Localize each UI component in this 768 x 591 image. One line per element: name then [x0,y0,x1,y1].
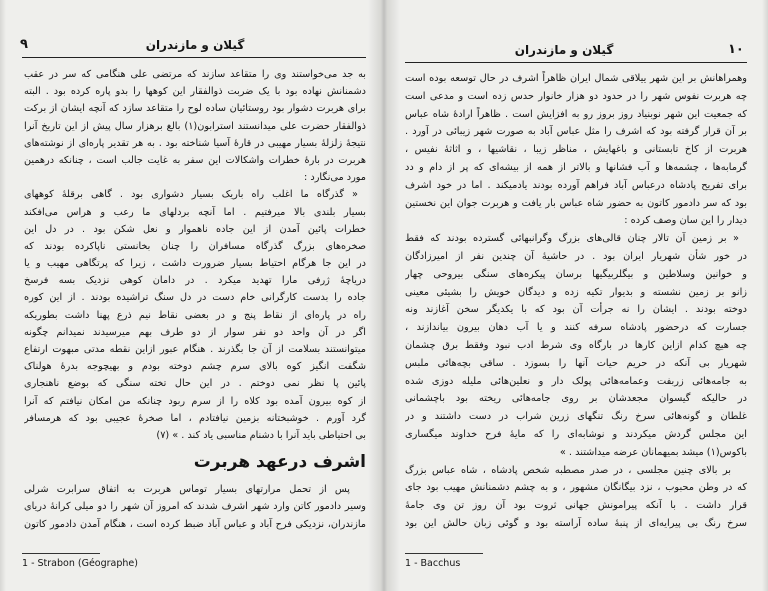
text-line: هربرت در بارهٔ خطرات واشکالات این سفر به غایت جالب است ، چنانکه درهمین [24,154,366,166]
text-line: بی احتیاطی باید آنرا با دشنام مناسبی یاد کند . » (۷) [156,429,366,441]
page-number: ۹ [20,37,28,52]
text-line: گرمابه‌ها ، چشمه‌ها و آب فشانها و بالاتر از همه از بیشه‌ای که پر از دام و دد [405,161,747,173]
text-line: شهریار بی آنکه در حریم حیات آنها را بسوزد . ساقی بچه‌هائی ملبس [405,357,747,369]
text-line: که در وطن محبوب ، نزد بیگانگان مشهور ، و به چشم دشمنانش مهیب بود جای [405,482,747,494]
text-line: چه هیچ کدام ازاین کارها در بارگاه وی شرط ادب نبود وفقط برق چشمان [405,339,747,351]
text-line: قرار داشت . با آنکه پیرامونش جهانی ثروت بود آن روز تن وی جامهٔ [405,500,747,512]
paragraph [405,462,747,533]
footnote-rule [22,553,100,554]
text-line: اگر در آن واحد دو نفر سوار از دو طرف بهم میرسیدند نمیدانم چگونه [24,326,366,338]
text-line: شگفت انگیز کوه بالای سرم چشم دوخته بودم و بهیچوجه بدرهٔ هولناک [24,361,366,373]
text-line: خطرات پائین آمدن از این جاده ناهموار و نعل شکن بود . در دل این [24,223,366,235]
text-line: باکوس(۱) میشد بمیهمانان عرضه میداشتند . » [559,446,747,458]
text-line: زانو بر زمین نشسته و بدیوار تکیه زده و دیدگان خویش را بشیئی معینی [405,286,747,298]
text-line: پس از تحمل مرارتهای بسیار توماس هربرت به اتفاق سرابرت شرلی [24,484,350,496]
text-line: چه هربرت نفوس شهر را در حدود دو هزار خانوار حدس زده است و مدعی است [405,90,747,102]
text-line: هربرت از کاخ تابستانی و باغهایش ، مناظر زیبا ، نقاشیها ، و اثاثهٔ نفیس ، [405,144,747,156]
text-line: به جد می‌خواستند وی را متقاعد سازند که مرتضی علی هنگامی که سر در عقب [24,69,366,80]
paragraph [24,66,366,186]
text-line: برای هربرت دشوار بود روستائیان ساده لوح را متقاعد سازد که آنچه ایشان از برکت [24,103,366,115]
text-line: « بر زمین آن تالار چنان قالی‌های بزرگ وگرانبهائی گسترده بودند که فقط [405,233,739,245]
text-line: به جامه‌هائی زربفت وعمامه‌هائی پولک دار و نعلین‌هائی ملیله دوزی شده [405,375,747,387]
running-header-title: گیلان و مازندران [514,43,614,57]
text-line: جسارت که درحضور پادشاه سرفه کنند و یا آب دهان بیرون بیاندازند ، [405,322,747,334]
text-line: غلطان و گونه‌هائی سرخ رنگ تنگهای زرین شراب در دست داشتند و در [405,411,747,423]
page-number: ۱۰ [728,42,744,57]
text-line: در حالیکه گیسوان مجعدشان بر روی جامه‌هائی ریخته بود باچشمانی [405,393,747,405]
text-line: این مجلس گردش میکردند و نوشابه‌ای را که مایهٔ فرح خداوند میگساری [405,428,747,440]
text-line: دریاچهٔ ژرفی مارا تهدید میکرد . در دامان کوهی نزدیک بسه فرسخ [24,275,366,287]
text-line: که جمعیت این شهر نوبنیاد روز بروز رو به افزایش است . ظاهراً ارادهٔ شاه عباس [405,108,747,120]
paragraph [405,70,747,230]
paragraph [24,481,366,533]
footnote: 1 - Bacchus [405,558,461,569]
footnote-rule [405,553,483,554]
text-line: میتوانستند بسلامت از آن جا بگذرند . هنگام عبور ازاین نقطه مدتی مبهوت ارتفاع [24,344,366,355]
text-line: ذوالفقار حضرت علی میدانستند استرابون(۱) بالغ برهزار سال پیش از این تاریخ آنرا [24,120,366,132]
text-line: گرد آورم . خوشبختانه بزمین نیافتادم ، اما صخرهٔ عجیبی بود که هرمسافر [24,412,366,424]
quotation [405,230,747,461]
text-line: بسیار بلندی بالا میرفتیم . اما آنچه بردلهای ما رعب و هراس می‌افکند [24,206,366,218]
text-line: بود که سر دادمور کاتون به حضور شاه عباس بار یافت و هربرت جوان این نخستین [405,197,747,209]
book-gutter-shadow [368,0,400,591]
text-line: دیدار را این سان وصف کرده : [624,215,747,227]
text-line: صخره‌های بزرگ گذرگاه مسافران را چنان بخانستی ناپاکرده بودند که [24,240,366,252]
text-line: در این جا هرگام احتیاط بسیار ضرورت داشت ، زیرا که پرتگاهی مهیب و یا [24,258,366,270]
text-line: وهمراهانش بر این شهر ییلاقی شمال ایران ظاهراً اشرف در حال توسعه بوده است [405,73,747,84]
text-line: مازندران، نزدیکی فرح آباد و عباس آباد ضبط کرده است ، هنگام آمدن دادمور کاتون [24,518,366,530]
text-line: دوخته بودند . ایشان را نه جرأت آن بود که با یکدیگر سخن آغازند ونه [405,304,747,316]
text-line: نتیجهٔ زلزلهٔ بسیار مهیبی در قارهٔ آسیا شناخته بود . به هر تقدیر پاره‌ای از نوشته‌های [24,137,366,149]
text-line: « گذرگاه ما اغلب راه باریک بسیار دشواری بود . گاهی برقلهٔ کوههای [24,189,358,201]
text-line: پائین پا نظر نمی دوختم . در این حال تخته سنگی که بوضع ناهنجاری [24,378,366,390]
footnote: 1 - Strabon (Géographe) [22,558,138,569]
quotation [24,186,366,444]
text-line: بر بالای چنین مجلسی ، در صدر مصطبه شخص پادشاه ، شاه عباس بزرگ [405,464,731,476]
text-line: جاده را بدست کارگرانی خام دست در دل سنگ تراشیده بودند . از این کوره [24,292,366,304]
header-rule [22,57,366,58]
text-line: راه در پاره‌ای از نقاط پنج و در بعضی نقاط نیم ذرع پهنا داشت بطوریکه [24,309,366,321]
text-line: بر آن قرار گرفته بود که اشرف را مثل عباس آباد به صورت شهر زیبائی در آورد . [405,126,747,138]
text-line: برای تفریح پادشاه درعباس آباد فراهم آورده بودند یادمیکند . اما در خود اشرف [405,179,747,191]
text-line: از کوه بیرون آمده بود کلاه را از سرم ربود چنانکه من امکان نیافتم که آنرا [24,395,366,407]
text-line: در خور شأن شهریار ایران بود . در حاشیهٔ آن چندین نفر از امیرزادگان [405,250,747,262]
section-heading: اشرف درعهد هربرت [193,452,366,473]
header-rule [405,62,747,63]
text-line: سرخ رنگ بی پیرایه‌ای از پنبهٔ ساده آراسته بود و گوئی زبان حالش این بود [405,517,747,529]
text-line: دشمنانش نهاده بود با یک ضربت ذوالفقار این کوهها را بدو پاره کرده بود . البته [24,86,366,98]
page-body [24,66,366,533]
text-line: و خوانین وسلاطین و بیگلربیگیها برسان پیکره‌های سنگی بیروحی چهار [405,268,747,280]
page-body [405,70,747,533]
text-line: وسیر دادمور کاتن وارد شهر اشرف شدند که امروز آن شهر را دو میلی کرانهٔ دریای [24,501,366,513]
running-header-title: گیلان و مازندران [145,38,245,52]
text-line: مورد می‌نگارد : [304,172,366,184]
page-right [384,0,768,591]
